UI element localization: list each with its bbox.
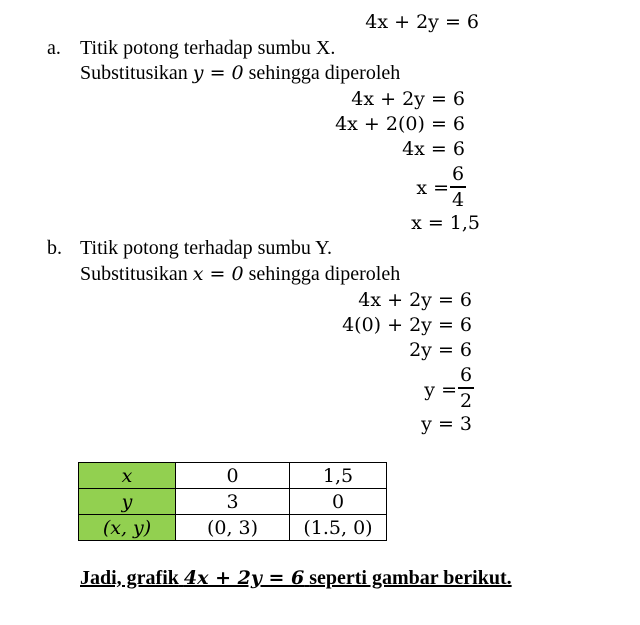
subst-post: sehingga diperoleh bbox=[248, 62, 401, 84]
row-label: x bbox=[79, 463, 176, 489]
part-a-frac-lhs: x = bbox=[416, 177, 449, 199]
intercept-table bbox=[78, 462, 387, 541]
subst-post: sehingga diperoleh bbox=[248, 263, 401, 285]
row-label: y bbox=[79, 489, 176, 515]
conclusion-post: seperti gambar berikut. bbox=[309, 567, 512, 589]
fraction-bar bbox=[458, 387, 474, 389]
row-label: (x, y) bbox=[79, 515, 176, 541]
part-a-line-1: 4x + 2y = 6 bbox=[351, 88, 465, 110]
table-cell: 1,5 bbox=[290, 463, 387, 489]
fraction-denominator: 4 bbox=[451, 188, 465, 211]
part-a-marker: a. bbox=[47, 37, 61, 59]
part-b-fraction bbox=[458, 365, 474, 411]
table-cell: (1.5, 0) bbox=[290, 515, 387, 541]
subst-pre: Substitusikan bbox=[80, 62, 188, 84]
part-b-line-2: 4(0) + 2y = 6 bbox=[342, 314, 472, 336]
table-row bbox=[79, 515, 387, 541]
fraction-numerator: 6 bbox=[459, 364, 473, 386]
fraction-bar bbox=[450, 186, 466, 188]
subst-math: y = 0 bbox=[192, 62, 244, 84]
part-a-substitution bbox=[80, 62, 400, 85]
conclusion bbox=[80, 567, 512, 590]
table-cell: 0 bbox=[290, 489, 387, 515]
part-b-line-3: 2y = 6 bbox=[409, 339, 472, 361]
table-cell: 0 bbox=[176, 463, 290, 489]
table-cell: 3 bbox=[176, 489, 290, 515]
top-equation: 4x + 2y = 6 bbox=[365, 11, 479, 33]
part-b-marker: b. bbox=[47, 237, 62, 259]
subst-math: x = 0 bbox=[192, 263, 244, 285]
part-a-line-3: 4x = 6 bbox=[402, 138, 465, 160]
fraction-numerator: 6 bbox=[451, 163, 465, 185]
subst-pre: Substitusikan bbox=[80, 263, 188, 285]
part-a-title: Titik potong terhadap sumbu X. bbox=[80, 37, 336, 59]
conclusion-pre: Jadi, grafik bbox=[80, 567, 179, 589]
table-row bbox=[79, 463, 387, 489]
part-a-fraction bbox=[450, 164, 466, 210]
part-b-title: Titik potong terhadap sumbu Y. bbox=[80, 237, 333, 259]
table-row bbox=[79, 489, 387, 515]
conclusion-math: 4x + 2y = 6 bbox=[183, 567, 305, 589]
part-b-result: y = 3 bbox=[421, 413, 472, 435]
part-b-frac-lhs: y = bbox=[424, 379, 457, 401]
part-b-substitution bbox=[80, 263, 400, 286]
fraction-denominator: 2 bbox=[459, 389, 473, 412]
table-cell: (0, 3) bbox=[176, 515, 290, 541]
part-a-result: x = 1,5 bbox=[411, 212, 480, 234]
part-a-line-2: 4x + 2(0) = 6 bbox=[335, 113, 465, 135]
part-b-line-1: 4x + 2y = 6 bbox=[358, 289, 472, 311]
